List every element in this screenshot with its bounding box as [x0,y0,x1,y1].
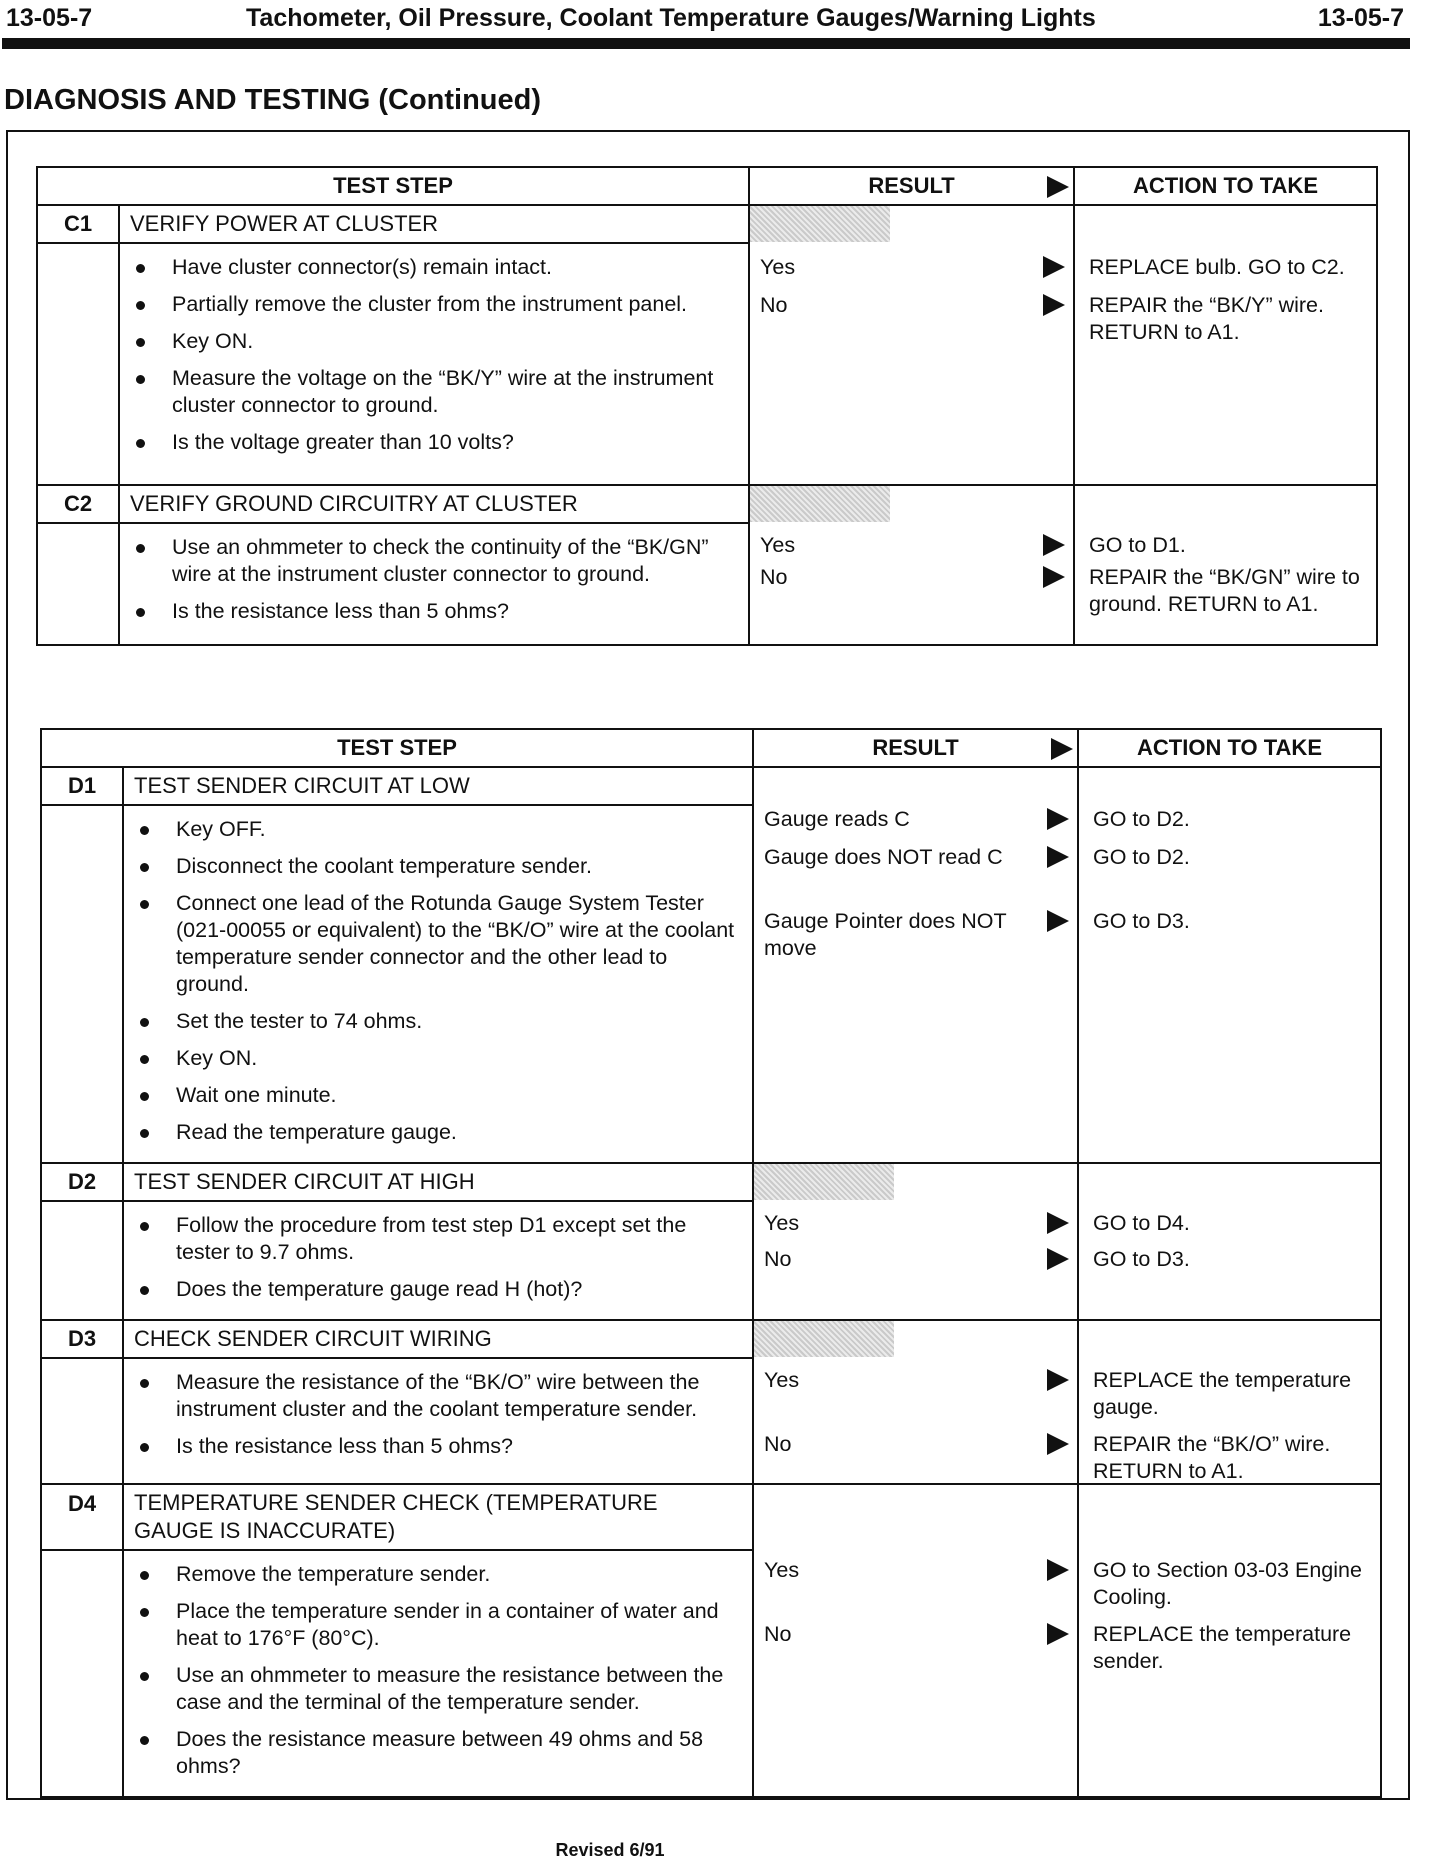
arrow-right-icon [1047,846,1069,868]
result-item [764,908,1073,962]
test-step-header: TEST STEP [41,729,753,767]
page-header [0,0,1410,54]
result-header [749,167,1074,205]
arrow-right-icon [1047,910,1069,932]
scan-shading [754,1321,894,1357]
bullets-d1 [123,805,753,1163]
page-number-left: 13-05-7 [6,4,93,32]
step-title-d2: TEST SENDER CIRCUIT AT HIGH [123,1163,753,1201]
scan-shading [750,486,890,522]
revision-footer: Revised 6/91 [555,1840,665,1860]
test-step-bullet: Is the resistance less than 5 ohms? [136,1433,742,1460]
step-title-d3: CHECK SENDER CIRCUIT WIRING [123,1320,753,1358]
test-step-bullet: Does the temperature gauge read H (hot)? [136,1276,742,1303]
result-item [764,1367,1073,1394]
scan-shading [750,206,890,242]
test-step-bullet: Read the temperature gauge. [136,1119,742,1146]
result-item [760,254,1069,281]
result-cell-d2 [753,1163,1078,1320]
step-id-spacer [41,1358,123,1484]
result-item [760,292,1069,319]
step-id-spacer [41,1201,123,1320]
diagnosis-table-c [36,166,1378,646]
result-text: Gauge reads C [764,807,910,831]
action-cell-d3 [1078,1320,1381,1484]
arrow-right-icon [1047,1248,1069,1270]
bullets-d4 [123,1550,753,1797]
action-text: GO to D4. [1093,1211,1190,1235]
arrow-right-icon [1047,1212,1069,1234]
action-text: GO to D3. [1093,909,1190,933]
test-step-bullet: Remove the temperature sender. [136,1561,742,1588]
arrow-right-icon [1047,1623,1069,1645]
test-step-bullet: Key ON. [136,1045,742,1072]
page-number-right: 13-05-7 [1317,4,1404,32]
result-item [764,806,1073,833]
action-text: REPLACE the temperature gauge. [1093,1368,1352,1419]
test-step-bullet: Use an ohmmeter to check the continuity of the “BK/GN” wire at the instrument cluster connector to ground. [132,534,738,588]
result-header [753,729,1078,767]
action-cell-d1 [1078,767,1381,1163]
action-cell-c1 [1074,205,1377,485]
bullets-d3 [123,1358,753,1484]
test-step-bullet: Connect one lead of the Rotunda Gauge System Tester (021-00055 or equivalent) to the “BK/O” wire at the coolant temperature sender connector and the other lead to ground. [136,890,742,998]
result-item [760,564,1069,591]
result-item [764,1246,1073,1273]
step-title-c1: VERIFY POWER AT CLUSTER [119,205,749,243]
result-text: Yes [764,1558,800,1582]
action-text: GO to D3. [1093,1247,1190,1271]
step-id-spacer [41,1550,123,1797]
result-item [764,1210,1073,1237]
bullets-c2 [119,523,749,645]
result-text: Yes [760,255,796,279]
test-step-bullet: Have cluster connector(s) remain intact. [132,254,738,281]
result-item [764,1621,1073,1648]
result-text: No [764,1432,792,1456]
bullets-d2 [123,1201,753,1320]
result-item [764,1431,1073,1458]
step-title-d4: TEMPERATURE SENDER CHECK (TEMPERATURE GAUGE IS INACCURATE) [123,1484,753,1550]
test-step-bullet: Measure the resistance of the “BK/O” wire between the instrument cluster and the coolant temperature sender. [136,1369,742,1423]
test-step-bullet: Use an ohmmeter to measure the resistance between the case and the terminal of the temperature sender. [136,1662,742,1716]
step-id-d3: D3 [41,1320,123,1358]
test-step-bullet: Place the temperature sender in a container of water and heat to 176°F (80°C). [136,1598,742,1652]
test-step-bullet: Key ON. [132,328,738,355]
result-text: No [764,1622,792,1646]
result-cell-d4 [753,1484,1078,1797]
result-text: No [760,293,788,317]
arrow-right-icon [1043,566,1065,588]
step-id-d1: D1 [41,767,123,805]
step-id-spacer [37,523,119,645]
result-text: Yes [760,533,796,557]
arrow-right-icon [1043,256,1065,278]
arrow-right-icon [1047,1433,1069,1455]
step-id-d2: D2 [41,1163,123,1201]
page-header-title: Tachometer, Oil Pressure, Coolant Temperature Gauges/Warning Lights [246,4,1096,32]
arrow-right-icon [1047,808,1069,830]
result-cell-d1 [753,767,1078,1163]
result-header-label: RESULT [868,173,955,198]
arrow-right-icon [1043,534,1065,556]
step-id-d4: D4 [41,1484,123,1550]
result-text: Gauge does NOT read C [764,845,1003,869]
action-header: ACTION TO TAKE [1078,729,1381,767]
result-header-label: RESULT [872,735,959,760]
test-step-bullet: Disconnect the coolant temperature sender. [136,853,742,880]
action-cell-d4 [1078,1484,1381,1797]
result-item [760,532,1069,559]
action-text: GO to D2. [1093,807,1190,831]
step-id-c1: C1 [37,205,119,243]
test-step-bullet: Follow the procedure from test step D1 except set the tester to 9.7 ohms. [136,1212,742,1266]
header-rule [2,38,1410,49]
test-step-bullet: Wait one minute. [136,1082,742,1109]
test-step-bullet: Measure the voltage on the “BK/Y” wire at the instrument cluster connector to ground. [132,365,738,419]
test-step-bullet: Is the resistance less than 5 ohms? [132,598,738,625]
bullets-c1 [119,243,749,485]
result-item [764,1557,1073,1584]
result-text: Gauge Pointer does NOT move [764,909,1007,960]
test-step-bullet: Key OFF. [136,816,742,843]
action-text: REPLACE bulb. GO to C2. [1089,255,1345,279]
arrow-right-icon [1047,1369,1069,1391]
arrow-right-icon [1051,738,1073,760]
result-text: No [764,1247,792,1271]
test-step-bullet: Is the voltage greater than 10 volts? [132,429,738,456]
result-cell-d3 [753,1320,1078,1484]
diagnosis-table-d [40,728,1382,1798]
result-text: Yes [764,1368,800,1392]
test-step-header: TEST STEP [37,167,749,205]
result-text: No [760,565,788,589]
result-cell-c1 [749,205,1074,485]
step-title-c2: VERIFY GROUND CIRCUITRY AT CLUSTER [119,485,749,523]
arrow-right-icon [1047,1559,1069,1581]
test-step-bullet: Set the tester to 74 ohms. [136,1008,742,1035]
result-text: Yes [764,1211,800,1235]
section-title: DIAGNOSIS AND TESTING (Continued) [4,84,542,116]
action-text: GO to D1. [1089,533,1186,557]
test-step-bullet: Partially remove the cluster from the instrument panel. [132,291,738,318]
result-item [764,844,1073,871]
action-text: REPAIR the “BK/O” wire. RETURN to A1. [1093,1432,1331,1483]
action-header: ACTION TO TAKE [1074,167,1377,205]
action-text: GO to D2. [1093,845,1190,869]
test-step-bullet: Does the resistance measure between 49 ohms and 58 ohms? [136,1726,742,1780]
arrow-right-icon [1043,294,1065,316]
step-title-d1: TEST SENDER CIRCUIT AT LOW [123,767,753,805]
action-text: REPLACE the temperature sender. [1093,1622,1352,1673]
action-cell-d2 [1078,1163,1381,1320]
action-cell-c2 [1074,485,1377,645]
action-text: GO to Section 03-03 Engine Cooling. [1093,1558,1362,1609]
step-id-c2: C2 [37,485,119,523]
action-text: REPAIR the “BK/Y” wire. RETURN to A1. [1089,293,1324,344]
action-text: REPAIR the “BK/GN” wire to ground. RETURN to A1. [1089,565,1360,616]
step-id-spacer [41,805,123,1163]
scan-shading [754,1164,894,1200]
result-cell-c2 [749,485,1074,645]
arrow-right-icon [1047,176,1069,198]
step-id-spacer [37,243,119,485]
